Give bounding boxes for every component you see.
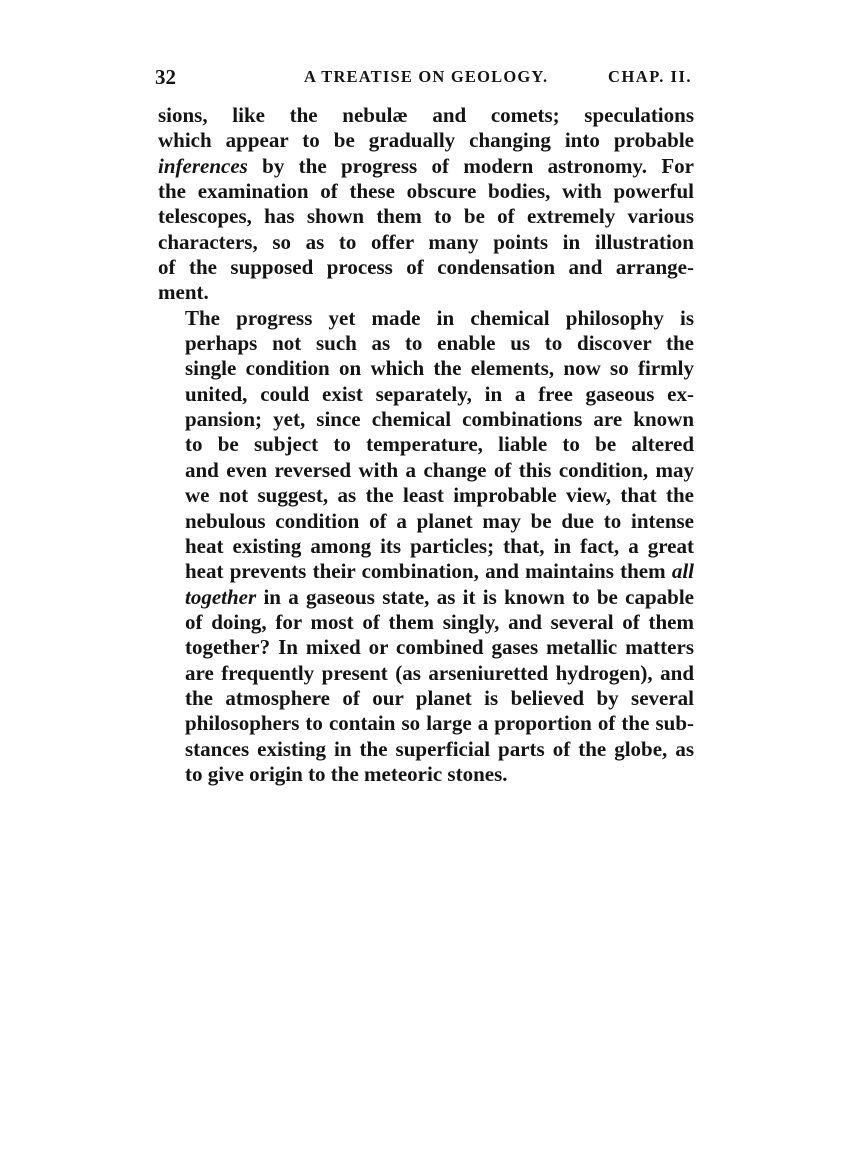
text-line: The progress yet made in chemical philosophy is: [185, 305, 694, 330]
italic-word: together: [185, 584, 257, 609]
page-number: 32: [155, 65, 176, 89]
paragraph-1: [158, 103, 694, 306]
book-title: A TREATISE ON GEOLOGY.: [304, 67, 549, 86]
text-line: together in a gaseous state, as it is known to be capable: [185, 584, 694, 609]
book-page: [155, 62, 694, 787]
running-head: [155, 62, 694, 92]
text-line: perhaps not such as to enable us to discover the: [185, 331, 694, 356]
text-line: stances existing in the superficial parts of the globe, as: [185, 736, 694, 761]
text-line: sions, like the nebulæ and comets; speculations: [158, 103, 694, 127]
text-line: characters, so as to offer many points in illustration: [158, 229, 694, 254]
text-line: pansion; yet, since chemical combinations are known: [185, 407, 694, 432]
text-line: of the supposed process of condensation and arrange-: [158, 255, 694, 280]
text-line: together? In mixed or combined gases metallic matters: [185, 635, 694, 660]
text-line: are frequently present (as arseniuretted hydrogen), and: [185, 660, 694, 685]
text-line: to give origin to the meteoric stones.: [185, 761, 508, 786]
chapter-label: CHAP. II.: [608, 67, 692, 86]
text-line: heat existing among its particles; that, in fact, a great: [185, 533, 694, 558]
text-line: ment.: [158, 280, 209, 305]
text-line: to be subject to temperature, liable to be altered: [185, 432, 694, 457]
text-line: we not suggest, as the least improbable view, that the: [185, 483, 694, 508]
text-line: which appear to be gradually changing into probable: [158, 128, 694, 153]
text-line: nebulous condition of a planet may be due to intense: [185, 508, 694, 533]
paragraph-2: [158, 306, 694, 788]
text-line: of doing, for most of them singly, and several of them: [185, 609, 694, 634]
text-line: philosophers to contain so large a proportion of the sub-: [185, 711, 694, 736]
body-text: [158, 103, 694, 787]
italic-word: inferences: [158, 153, 248, 178]
text-line: the examination of these obscure bodies, with powerful: [158, 179, 694, 204]
text-line: and even reversed with a change of this condition, may: [185, 457, 694, 482]
italic-word: all: [671, 559, 694, 584]
text-line: single condition on which the elements, now so firmly: [185, 356, 694, 381]
text-line: inferences by the progress of modern astronomy. For: [158, 153, 694, 178]
text-line: heat prevents their combination, and maintains them all: [185, 559, 694, 584]
text-line: telescopes, has shown them to be of extremely various: [158, 204, 694, 229]
text-line: the atmosphere of our planet is believed by several: [185, 685, 694, 710]
text-line: united, could exist separately, in a free gaseous ex-: [185, 381, 694, 406]
